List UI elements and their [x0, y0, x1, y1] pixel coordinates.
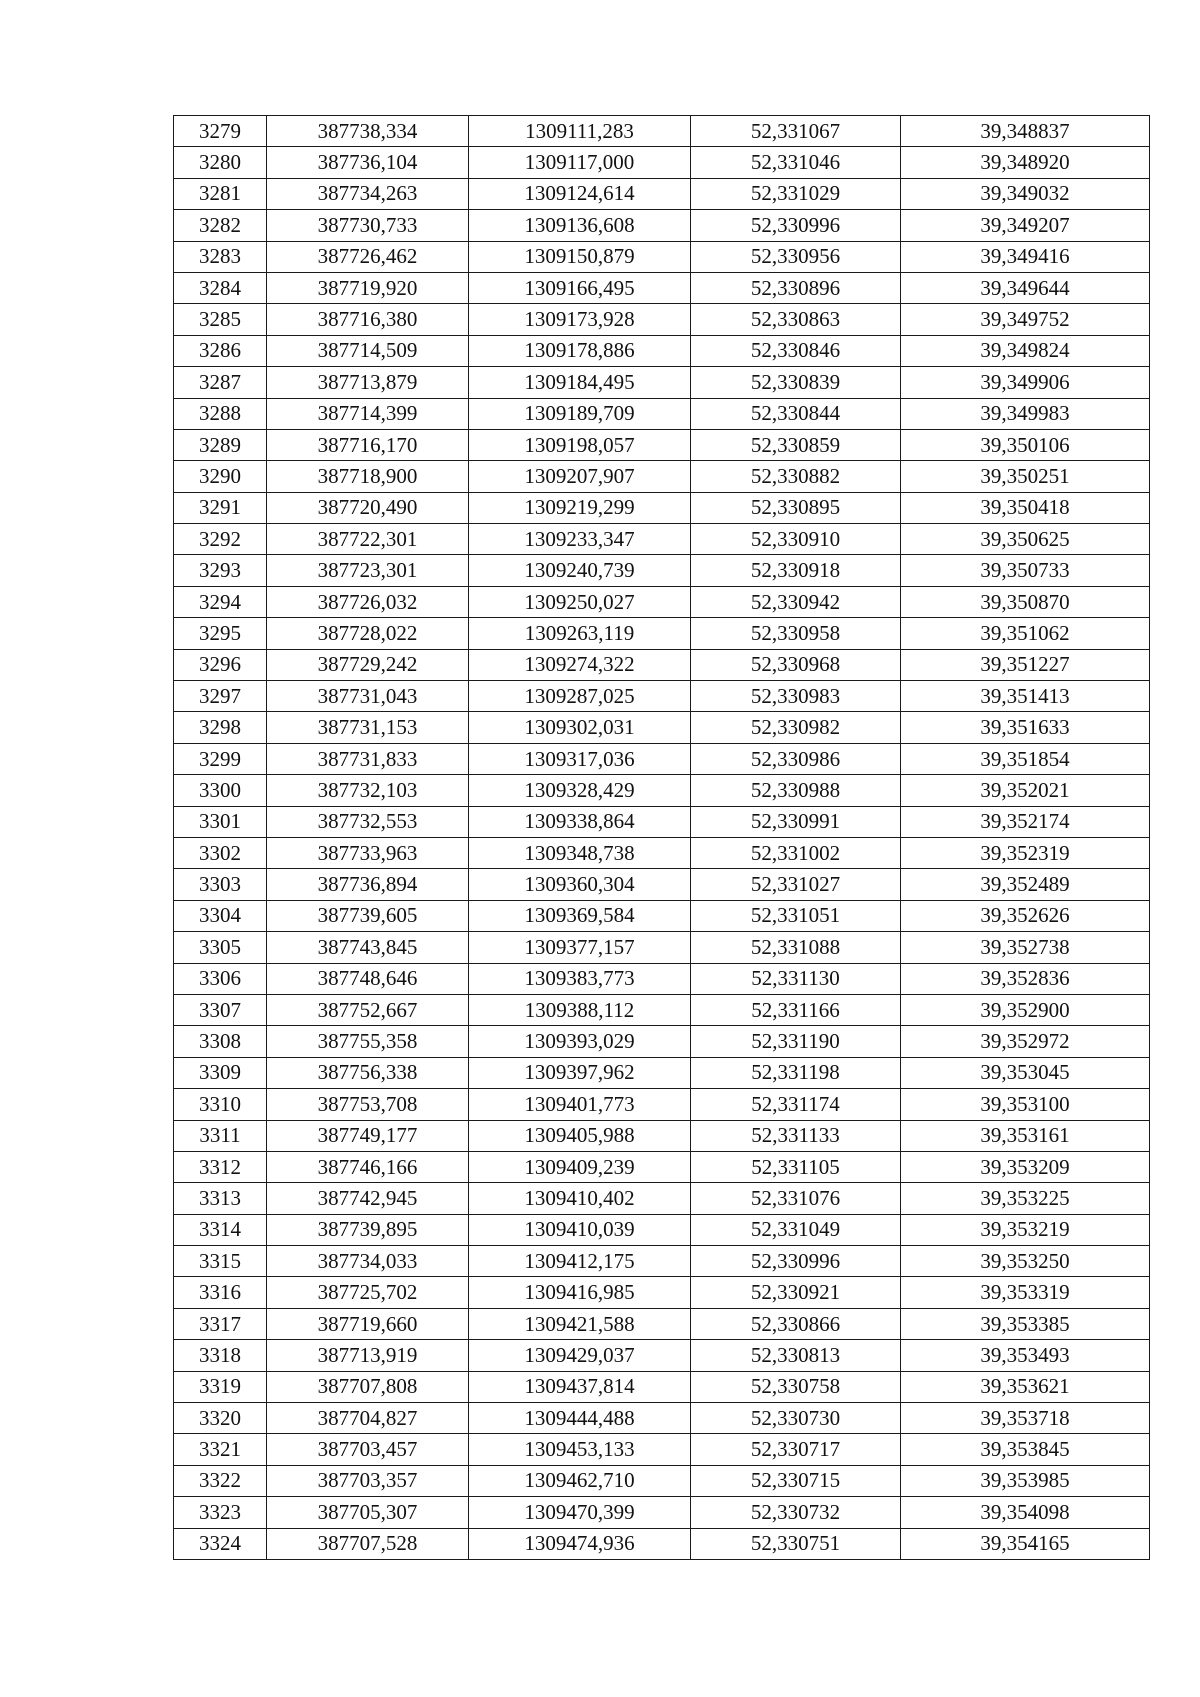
table-row	[174, 272, 1150, 303]
x-coordinate-cell: 387730,733	[267, 210, 469, 241]
longitude-cell: 39,349644	[901, 272, 1150, 303]
y-coordinate-cell: 1309405,988	[469, 1120, 691, 1151]
x-coordinate-cell: 387728,022	[267, 618, 469, 649]
latitude-cell: 52,331088	[691, 932, 901, 963]
longitude-cell: 39,353161	[901, 1120, 1150, 1151]
y-coordinate-cell: 1309240,739	[469, 555, 691, 586]
latitude-cell: 52,330958	[691, 618, 901, 649]
y-coordinate-cell: 1309383,773	[469, 963, 691, 994]
table-row	[174, 681, 1150, 712]
latitude-cell: 52,330996	[691, 210, 901, 241]
y-coordinate-cell: 1309338,864	[469, 806, 691, 837]
table-row	[174, 963, 1150, 994]
y-coordinate-cell: 1309393,029	[469, 1026, 691, 1057]
table-row	[174, 1246, 1150, 1277]
table-row	[174, 775, 1150, 806]
latitude-cell: 52,331002	[691, 837, 901, 868]
table-row	[174, 649, 1150, 680]
latitude-cell: 52,330846	[691, 335, 901, 366]
y-coordinate-cell: 1309166,495	[469, 272, 691, 303]
y-coordinate-cell: 1309348,738	[469, 837, 691, 868]
point-number-cell: 3282	[174, 210, 267, 241]
x-coordinate-cell: 387714,399	[267, 398, 469, 429]
longitude-cell: 39,352021	[901, 775, 1150, 806]
x-coordinate-cell: 387731,833	[267, 743, 469, 774]
x-coordinate-cell: 387714,509	[267, 335, 469, 366]
y-coordinate-cell: 1309412,175	[469, 1246, 691, 1277]
latitude-cell: 52,331166	[691, 994, 901, 1025]
point-number-cell: 3298	[174, 712, 267, 743]
longitude-cell: 39,353845	[901, 1434, 1150, 1465]
latitude-cell: 52,330896	[691, 272, 901, 303]
y-coordinate-cell: 1309287,025	[469, 681, 691, 712]
point-number-cell: 3313	[174, 1183, 267, 1214]
x-coordinate-cell: 387746,166	[267, 1151, 469, 1182]
x-coordinate-cell: 387725,702	[267, 1277, 469, 1308]
table-row	[174, 1277, 1150, 1308]
table-row	[174, 398, 1150, 429]
x-coordinate-cell: 387731,153	[267, 712, 469, 743]
y-coordinate-cell: 1309462,710	[469, 1465, 691, 1496]
point-number-cell: 3300	[174, 775, 267, 806]
point-number-cell: 3301	[174, 806, 267, 837]
x-coordinate-cell: 387713,919	[267, 1340, 469, 1371]
x-coordinate-cell: 387719,920	[267, 272, 469, 303]
y-coordinate-cell: 1309198,057	[469, 429, 691, 460]
point-number-cell: 3292	[174, 524, 267, 555]
point-number-cell: 3304	[174, 900, 267, 931]
table-row	[174, 210, 1150, 241]
point-number-cell: 3280	[174, 147, 267, 178]
latitude-cell: 52,330982	[691, 712, 901, 743]
table-row	[174, 743, 1150, 774]
point-number-cell: 3293	[174, 555, 267, 586]
latitude-cell: 52,330882	[691, 461, 901, 492]
point-number-cell: 3312	[174, 1151, 267, 1182]
table-row	[174, 116, 1150, 147]
x-coordinate-cell: 387739,605	[267, 900, 469, 931]
table-row	[174, 1151, 1150, 1182]
longitude-cell: 39,349752	[901, 304, 1150, 335]
table-row	[174, 837, 1150, 868]
point-number-cell: 3305	[174, 932, 267, 963]
y-coordinate-cell: 1309470,399	[469, 1497, 691, 1528]
y-coordinate-cell: 1309377,157	[469, 932, 691, 963]
longitude-cell: 39,353225	[901, 1183, 1150, 1214]
latitude-cell: 52,331105	[691, 1151, 901, 1182]
longitude-cell: 39,348920	[901, 147, 1150, 178]
point-number-cell: 3306	[174, 963, 267, 994]
y-coordinate-cell: 1309474,936	[469, 1528, 691, 1559]
point-number-cell: 3299	[174, 743, 267, 774]
longitude-cell: 39,350733	[901, 555, 1150, 586]
y-coordinate-cell: 1309437,814	[469, 1371, 691, 1402]
point-number-cell: 3290	[174, 461, 267, 492]
table-row	[174, 178, 1150, 209]
point-number-cell: 3307	[174, 994, 267, 1025]
table-row	[174, 618, 1150, 649]
x-coordinate-cell: 387713,879	[267, 367, 469, 398]
y-coordinate-cell: 1309410,402	[469, 1183, 691, 1214]
point-number-cell: 3319	[174, 1371, 267, 1402]
table-row	[174, 1340, 1150, 1371]
table-row	[174, 1057, 1150, 1088]
latitude-cell: 52,330991	[691, 806, 901, 837]
latitude-cell: 52,331029	[691, 178, 901, 209]
y-coordinate-cell: 1309388,112	[469, 994, 691, 1025]
point-number-cell: 3297	[174, 681, 267, 712]
point-number-cell: 3317	[174, 1308, 267, 1339]
table-row	[174, 932, 1150, 963]
point-number-cell: 3323	[174, 1497, 267, 1528]
latitude-cell: 52,330910	[691, 524, 901, 555]
latitude-cell: 52,330844	[691, 398, 901, 429]
latitude-cell: 52,330717	[691, 1434, 901, 1465]
x-coordinate-cell: 387732,103	[267, 775, 469, 806]
y-coordinate-cell: 1309328,429	[469, 775, 691, 806]
longitude-cell: 39,353219	[901, 1214, 1150, 1245]
table-row	[174, 1434, 1150, 1465]
point-number-cell: 3320	[174, 1403, 267, 1434]
x-coordinate-cell: 387748,646	[267, 963, 469, 994]
y-coordinate-cell: 1309207,907	[469, 461, 691, 492]
y-coordinate-cell: 1309124,614	[469, 178, 691, 209]
latitude-cell: 52,331076	[691, 1183, 901, 1214]
table-row	[174, 147, 1150, 178]
x-coordinate-cell: 387731,043	[267, 681, 469, 712]
longitude-cell: 39,349983	[901, 398, 1150, 429]
point-number-cell: 3302	[174, 837, 267, 868]
latitude-cell: 52,331133	[691, 1120, 901, 1151]
x-coordinate-cell: 387705,307	[267, 1497, 469, 1528]
point-number-cell: 3286	[174, 335, 267, 366]
latitude-cell: 52,330996	[691, 1246, 901, 1277]
latitude-cell: 52,331051	[691, 900, 901, 931]
x-coordinate-cell: 387742,945	[267, 1183, 469, 1214]
table-row	[174, 241, 1150, 272]
longitude-cell: 39,349207	[901, 210, 1150, 241]
x-coordinate-cell: 387726,032	[267, 586, 469, 617]
y-coordinate-cell: 1309117,000	[469, 147, 691, 178]
latitude-cell: 52,330866	[691, 1308, 901, 1339]
y-coordinate-cell: 1309173,928	[469, 304, 691, 335]
point-number-cell: 3316	[174, 1277, 267, 1308]
x-coordinate-cell: 387703,357	[267, 1465, 469, 1496]
x-coordinate-cell: 387752,667	[267, 994, 469, 1025]
longitude-cell: 39,352319	[901, 837, 1150, 868]
latitude-cell: 52,331190	[691, 1026, 901, 1057]
y-coordinate-cell: 1309369,584	[469, 900, 691, 931]
point-number-cell: 3288	[174, 398, 267, 429]
x-coordinate-cell: 387723,301	[267, 555, 469, 586]
latitude-cell: 52,330758	[691, 1371, 901, 1402]
point-number-cell: 3285	[174, 304, 267, 335]
table-row	[174, 367, 1150, 398]
longitude-cell: 39,351633	[901, 712, 1150, 743]
table-row	[174, 1308, 1150, 1339]
coordinates-table	[173, 115, 1150, 1560]
table-row	[174, 1089, 1150, 1120]
y-coordinate-cell: 1309136,608	[469, 210, 691, 241]
longitude-cell: 39,353209	[901, 1151, 1150, 1182]
longitude-cell: 39,349032	[901, 178, 1150, 209]
x-coordinate-cell: 387734,263	[267, 178, 469, 209]
latitude-cell: 52,330983	[691, 681, 901, 712]
x-coordinate-cell: 387733,963	[267, 837, 469, 868]
x-coordinate-cell: 387749,177	[267, 1120, 469, 1151]
y-coordinate-cell: 1309178,886	[469, 335, 691, 366]
y-coordinate-cell: 1309416,985	[469, 1277, 691, 1308]
point-number-cell: 3324	[174, 1528, 267, 1559]
point-number-cell: 3283	[174, 241, 267, 272]
point-number-cell: 3311	[174, 1120, 267, 1151]
latitude-cell: 52,331174	[691, 1089, 901, 1120]
point-number-cell: 3289	[174, 429, 267, 460]
latitude-cell: 52,331049	[691, 1214, 901, 1245]
latitude-cell: 52,330730	[691, 1403, 901, 1434]
x-coordinate-cell: 387756,338	[267, 1057, 469, 1088]
latitude-cell: 52,330839	[691, 367, 901, 398]
x-coordinate-cell: 387732,553	[267, 806, 469, 837]
latitude-cell: 52,331130	[691, 963, 901, 994]
latitude-cell: 52,331067	[691, 116, 901, 147]
table-row	[174, 1528, 1150, 1559]
point-number-cell: 3295	[174, 618, 267, 649]
longitude-cell: 39,348837	[901, 116, 1150, 147]
latitude-cell: 52,331027	[691, 869, 901, 900]
longitude-cell: 39,352972	[901, 1026, 1150, 1057]
longitude-cell: 39,350106	[901, 429, 1150, 460]
latitude-cell: 52,330859	[691, 429, 901, 460]
y-coordinate-cell: 1309317,036	[469, 743, 691, 774]
y-coordinate-cell: 1309184,495	[469, 367, 691, 398]
point-number-cell: 3308	[174, 1026, 267, 1057]
table-row	[174, 1497, 1150, 1528]
point-number-cell: 3309	[174, 1057, 267, 1088]
longitude-cell: 39,353985	[901, 1465, 1150, 1496]
longitude-cell: 39,351854	[901, 743, 1150, 774]
table-row	[174, 524, 1150, 555]
latitude-cell: 52,330968	[691, 649, 901, 680]
point-number-cell: 3315	[174, 1246, 267, 1277]
y-coordinate-cell: 1309360,304	[469, 869, 691, 900]
table-row	[174, 806, 1150, 837]
latitude-cell: 52,331198	[691, 1057, 901, 1088]
longitude-cell: 39,352836	[901, 963, 1150, 994]
longitude-cell: 39,354165	[901, 1528, 1150, 1559]
longitude-cell: 39,353621	[901, 1371, 1150, 1402]
table-row	[174, 429, 1150, 460]
y-coordinate-cell: 1309302,031	[469, 712, 691, 743]
table-row	[174, 1120, 1150, 1151]
table-row	[174, 461, 1150, 492]
latitude-cell: 52,331046	[691, 147, 901, 178]
x-coordinate-cell: 387736,894	[267, 869, 469, 900]
table-row	[174, 1371, 1150, 1402]
table-row	[174, 492, 1150, 523]
point-number-cell: 3281	[174, 178, 267, 209]
longitude-cell: 39,353718	[901, 1403, 1150, 1434]
longitude-cell: 39,354098	[901, 1497, 1150, 1528]
coordinates-table-body	[174, 116, 1150, 1560]
longitude-cell: 39,352738	[901, 932, 1150, 963]
latitude-cell: 52,330732	[691, 1497, 901, 1528]
x-coordinate-cell: 387726,462	[267, 241, 469, 272]
x-coordinate-cell: 387734,033	[267, 1246, 469, 1277]
x-coordinate-cell: 387729,242	[267, 649, 469, 680]
y-coordinate-cell: 1309409,239	[469, 1151, 691, 1182]
x-coordinate-cell: 387736,104	[267, 147, 469, 178]
point-number-cell: 3322	[174, 1465, 267, 1496]
longitude-cell: 39,350418	[901, 492, 1150, 523]
point-number-cell: 3318	[174, 1340, 267, 1371]
table-row	[174, 1026, 1150, 1057]
longitude-cell: 39,349824	[901, 335, 1150, 366]
x-coordinate-cell: 387704,827	[267, 1403, 469, 1434]
latitude-cell: 52,330863	[691, 304, 901, 335]
longitude-cell: 39,350251	[901, 461, 1150, 492]
latitude-cell: 52,330715	[691, 1465, 901, 1496]
longitude-cell: 39,353493	[901, 1340, 1150, 1371]
x-coordinate-cell: 387707,528	[267, 1528, 469, 1559]
x-coordinate-cell: 387716,380	[267, 304, 469, 335]
longitude-cell: 39,353100	[901, 1089, 1150, 1120]
x-coordinate-cell: 387719,660	[267, 1308, 469, 1339]
table-row	[174, 1403, 1150, 1434]
table-row	[174, 712, 1150, 743]
table-row	[174, 555, 1150, 586]
longitude-cell: 39,349906	[901, 367, 1150, 398]
x-coordinate-cell: 387716,170	[267, 429, 469, 460]
y-coordinate-cell: 1309189,709	[469, 398, 691, 429]
longitude-cell: 39,353045	[901, 1057, 1150, 1088]
y-coordinate-cell: 1309444,488	[469, 1403, 691, 1434]
point-number-cell: 3294	[174, 586, 267, 617]
x-coordinate-cell: 387755,358	[267, 1026, 469, 1057]
point-number-cell: 3287	[174, 367, 267, 398]
table-row	[174, 1214, 1150, 1245]
y-coordinate-cell: 1309397,962	[469, 1057, 691, 1088]
latitude-cell: 52,330956	[691, 241, 901, 272]
latitude-cell: 52,330895	[691, 492, 901, 523]
longitude-cell: 39,351413	[901, 681, 1150, 712]
y-coordinate-cell: 1309421,588	[469, 1308, 691, 1339]
point-number-cell: 3310	[174, 1089, 267, 1120]
longitude-cell: 39,351062	[901, 618, 1150, 649]
y-coordinate-cell: 1309150,879	[469, 241, 691, 272]
x-coordinate-cell: 387707,808	[267, 1371, 469, 1402]
x-coordinate-cell: 387703,457	[267, 1434, 469, 1465]
x-coordinate-cell: 387753,708	[267, 1089, 469, 1120]
x-coordinate-cell: 387743,845	[267, 932, 469, 963]
longitude-cell: 39,352900	[901, 994, 1150, 1025]
longitude-cell: 39,352626	[901, 900, 1150, 931]
longitude-cell: 39,351227	[901, 649, 1150, 680]
y-coordinate-cell: 1309401,773	[469, 1089, 691, 1120]
x-coordinate-cell: 387739,895	[267, 1214, 469, 1245]
latitude-cell: 52,330942	[691, 586, 901, 617]
point-number-cell: 3321	[174, 1434, 267, 1465]
latitude-cell: 52,330751	[691, 1528, 901, 1559]
point-number-cell: 3303	[174, 869, 267, 900]
y-coordinate-cell: 1309263,119	[469, 618, 691, 649]
longitude-cell: 39,353250	[901, 1246, 1150, 1277]
point-number-cell: 3296	[174, 649, 267, 680]
x-coordinate-cell: 387720,490	[267, 492, 469, 523]
longitude-cell: 39,350625	[901, 524, 1150, 555]
point-number-cell: 3314	[174, 1214, 267, 1245]
point-number-cell: 3284	[174, 272, 267, 303]
longitude-cell: 39,352174	[901, 806, 1150, 837]
latitude-cell: 52,330921	[691, 1277, 901, 1308]
longitude-cell: 39,353319	[901, 1277, 1150, 1308]
y-coordinate-cell: 1309274,322	[469, 649, 691, 680]
latitude-cell: 52,330918	[691, 555, 901, 586]
latitude-cell: 52,330988	[691, 775, 901, 806]
table-row	[174, 1183, 1150, 1214]
x-coordinate-cell: 387738,334	[267, 116, 469, 147]
table-row	[174, 335, 1150, 366]
table-row	[174, 869, 1150, 900]
latitude-cell: 52,330813	[691, 1340, 901, 1371]
y-coordinate-cell: 1309429,037	[469, 1340, 691, 1371]
table-row	[174, 1465, 1150, 1496]
y-coordinate-cell: 1309250,027	[469, 586, 691, 617]
table-row	[174, 586, 1150, 617]
point-number-cell: 3279	[174, 116, 267, 147]
y-coordinate-cell: 1309233,347	[469, 524, 691, 555]
x-coordinate-cell: 387722,301	[267, 524, 469, 555]
y-coordinate-cell: 1309111,283	[469, 116, 691, 147]
table-row	[174, 304, 1150, 335]
point-number-cell: 3291	[174, 492, 267, 523]
longitude-cell: 39,352489	[901, 869, 1150, 900]
longitude-cell: 39,349416	[901, 241, 1150, 272]
table-row	[174, 994, 1150, 1025]
longitude-cell: 39,353385	[901, 1308, 1150, 1339]
longitude-cell: 39,350870	[901, 586, 1150, 617]
y-coordinate-cell: 1309219,299	[469, 492, 691, 523]
y-coordinate-cell: 1309453,133	[469, 1434, 691, 1465]
table-row	[174, 900, 1150, 931]
y-coordinate-cell: 1309410,039	[469, 1214, 691, 1245]
latitude-cell: 52,330986	[691, 743, 901, 774]
x-coordinate-cell: 387718,900	[267, 461, 469, 492]
